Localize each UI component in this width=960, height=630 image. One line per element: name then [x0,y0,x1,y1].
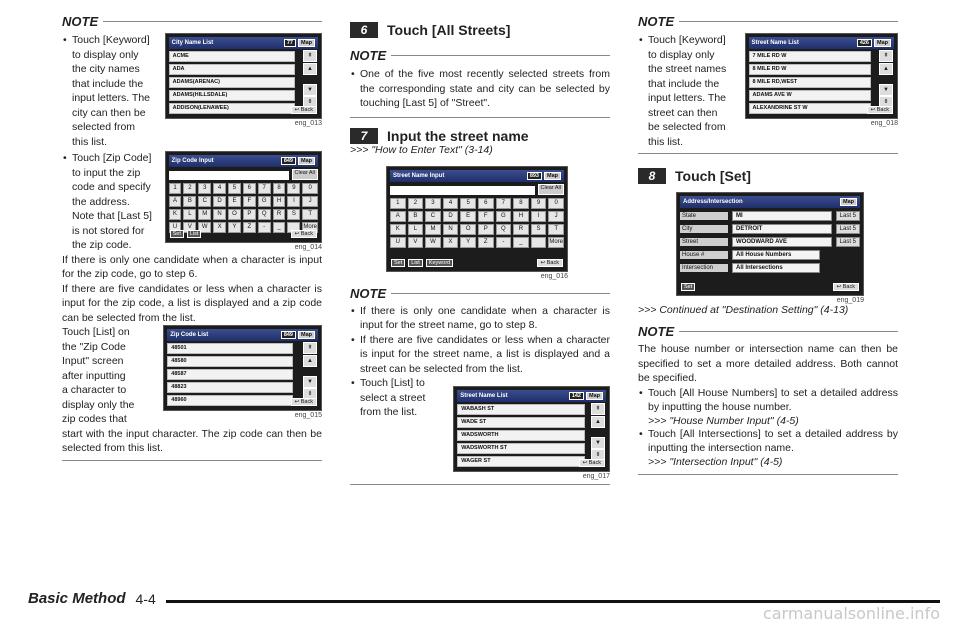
step-7: 7 Input the street name [350,128,610,144]
list-item[interactable]: 48587 [167,369,293,380]
keyboard-key[interactable] [531,237,547,248]
keyboard-key[interactable]: P [478,224,494,235]
note-heading: NOTE [638,14,898,29]
keyboard-key[interactable]: - [258,222,271,233]
last5-button[interactable]: Last 5 [836,224,860,234]
list-item[interactable]: 48580 [167,356,293,367]
keyboard-key[interactable]: 8 [273,183,286,194]
note-bullet-last5: • One of the five most recently selected streets from the corresponding state and city can be selected by touching [Last 5] of "Street". [350,67,610,111]
keyboard-key[interactable]: Z [243,222,256,233]
page-down-icon[interactable]: ⇟ [303,96,317,108]
street-name-list-screen: Street Name List 426 Map 7 MILE RD W 8 MILE RD W 8 MILE RD,WEST ADAMS AVE W ALEXANDRINE ST W ⇞ ▲ ▼ ⇟ ↩ Back [745,33,898,119]
keyboard-key[interactable]: U [169,222,182,233]
section-divider [638,153,898,154]
map-button[interactable]: Map [298,157,315,165]
keyboard-key[interactable]: J [302,196,318,207]
scroll-down-icon[interactable]: ▼ [303,84,317,96]
keyword-button[interactable]: Keyword [426,259,453,267]
list-button[interactable]: List [187,230,202,238]
keyboard-key[interactable]: J [548,211,564,222]
step-8: 8 Touch [Set] [638,168,898,184]
map-button[interactable]: Map [298,39,315,47]
keyboard-key[interactable]: 8 [513,198,529,209]
continued-reference: >>> Continued at "Destination Setting" (4-13) [638,304,849,316]
watermark: carmanualsonline.info [762,604,940,623]
scroll-up-icon[interactable]: ▲ [879,63,893,75]
keyboard-key[interactable]: X [443,237,459,248]
keyboard-key[interactable]: K [169,209,182,220]
keyboard-key[interactable]: 3 [198,183,211,194]
page-down-icon[interactable]: ⇟ [303,388,317,400]
street-name-list-screen: Street Name List 142 Map WABASH ST WADE ST WADSWORTH WADSWORTH ST WAGER ST ⇞ ▲ ▼ ⇟ ↩ Back [453,386,610,472]
note-paragraph: The house number or intersection name can then be specified to set a more detailed address. Both cannot be specified. [638,343,898,384]
zip-paragraph-1: If there is only one candidate when a character is input for the zip code, go to step 6. [62,253,322,280]
last5-button[interactable]: Last 5 [836,211,860,221]
keyboard-key[interactable]: More [302,222,318,233]
keyboard-key[interactable]: E [460,211,476,222]
keyboard-key[interactable]: 5 [228,183,241,194]
list-item[interactable]: WADSWORTH ST [457,443,585,454]
list-item[interactable]: 48501 [167,343,293,354]
back-button[interactable]: ↩ Back [291,398,317,406]
keyboard-key[interactable]: A [169,196,182,207]
back-button[interactable]: ↩ Back [291,106,317,114]
keyboard-key[interactable]: Z [478,237,494,248]
keyboard-key[interactable]: V [183,222,196,233]
map-button[interactable]: Map [544,172,561,180]
figure-caption: eng_017 [582,473,610,480]
keyboard-key[interactable]: 4 [213,183,226,194]
keyboard-key[interactable]: W [425,237,441,248]
keyboard-key[interactable]: R [513,224,529,235]
keyboard-key[interactable]: B [183,196,196,207]
figure-caption: eng_014 [294,244,322,251]
note-bullet-keyword: • Touch [Keyword] to display only the street names that include the input letters. The street can then be selected from this list. [638,33,737,149]
keyboard-key[interactable]: T [548,224,564,235]
section-divider [62,460,322,461]
section-title: Basic Method [28,590,126,607]
section-divider [350,484,610,485]
keyboard-key[interactable]: D [213,196,226,207]
back-button[interactable]: ↩ Back [833,283,859,291]
scroll-down-icon[interactable]: ▼ [303,376,317,388]
note-bullet-five-candidates: • If there are five candidates or less when a character is input for the street name, a list is displayed and a street can be selected from the list. [350,333,610,377]
keyboard-key[interactable]: E [228,196,241,207]
keyboard-key[interactable]: 2 [183,183,196,194]
page-down-icon[interactable]: ⇟ [591,449,605,461]
figure-caption: eng_016 [540,272,568,280]
keyboard-key[interactable]: S [531,224,547,235]
note-bullet-keyword: • Touch [Keyword] to display only the city names that include the input letters. The city can then be selected from this list. [62,33,157,149]
set-button[interactable]: Set [681,283,695,291]
keyboard-key[interactable]: N [213,209,226,220]
street-name-input-screen: Street Name Input 893 Map Clear All 1 2 3 4 5 6 7 8 9 0 A B C D E F G H I J K L M N O P Q R S T U V W X Y Z - _ More Set List Keyword ↩ Back [386,166,568,272]
keyboard-key[interactable]: A [390,211,406,222]
keyboard-key[interactable]: 9 [287,183,300,194]
keyboard-key[interactable]: F [243,196,256,207]
set-button[interactable]: Set [170,230,184,238]
keyboard-key[interactable]: 7 [258,183,271,194]
scroll-down-icon[interactable]: ▼ [879,84,893,96]
list-item[interactable]: WADE ST [457,417,585,428]
keyboard-key[interactable]: T [302,209,318,220]
list-item[interactable]: ADA [169,64,295,75]
keyboard-key[interactable]: G [258,196,271,207]
list-item[interactable]: 7 MILE RD W [749,51,871,62]
keyboard-key[interactable]: H [513,211,529,222]
list-item[interactable]: ADDISON(LENAWEE) [169,103,295,114]
keyboard-key[interactable]: O [460,224,476,235]
keyboard-key[interactable]: 3 [425,198,441,209]
keyboard-key[interactable]: 2 [408,198,424,209]
note-bullet-house-numbers: • Touch [All House Numbers] to set a detailed address by inputting the house number. [638,386,898,415]
keyboard-key[interactable]: - [496,237,512,248]
right-column [638,14,898,475]
note-heading: NOTE [350,286,610,301]
last5-button[interactable]: Last 5 [836,237,860,247]
keyboard-key[interactable]: 0 [302,183,318,194]
page-number: 4-4 [135,590,156,607]
keyboard-key[interactable]: 5 [460,198,476,209]
scroll-up-icon[interactable]: ▲ [303,63,317,75]
state-field[interactable]: MI [732,211,832,221]
step-6: 6 Touch [All Streets] [350,22,610,38]
keyboard-key[interactable]: K [390,224,406,235]
list-item[interactable]: WABASH ST [457,404,585,415]
house-number-field[interactable]: All House Numbers [732,250,820,260]
keyboard-key[interactable]: 0 [548,198,564,209]
cross-reference: >>> "How to Enter Text" (3-14) [350,143,493,156]
set-button[interactable]: Set [391,259,405,267]
zip-paragraph-3-end: start with the input character. The zip code can then be selected from this list. [62,427,322,454]
keyboard-key[interactable]: 1 [169,183,182,194]
list-item[interactable]: 8 MILE RD W [749,64,871,75]
back-button[interactable]: ↩ Back [537,259,563,267]
page-up-icon[interactable]: ⇞ [591,403,605,415]
keyboard-key[interactable]: 6 [243,183,256,194]
keyboard-key[interactable]: 6 [478,198,494,209]
list-item[interactable]: ADAMS AVE W [749,90,871,101]
list-item[interactable]: WADSWORTH [457,430,585,441]
keyboard-key[interactable]: 1 [390,198,406,209]
page-up-icon[interactable]: ⇞ [303,50,317,62]
note-heading: NOTE [350,48,610,63]
note-bullet-intersections: • Touch [All Intersections] to set a detailed address by inputting the intersection name. [638,427,898,456]
middle-column [350,14,610,485]
keyboard-key[interactable]: P [243,209,256,220]
keyboard-key[interactable]: Q [258,209,271,220]
keyboard-key[interactable]: I [287,196,300,207]
keyboard-key[interactable]: 7 [496,198,512,209]
keyboard-key[interactable]: 4 [443,198,459,209]
zip-code-list-screen: Zip Code List 849 Map 48501 48580 48587 48823 48960 ⇞ ▲ ▼ ⇟ ↩ Back [163,325,322,411]
figure-caption: eng_018 [870,120,898,127]
city-field[interactable]: DETROIT [732,224,832,234]
keyboard-key[interactable]: G [496,211,512,222]
list-item[interactable]: 48823 [167,382,293,393]
note-heading: NOTE [62,14,322,29]
map-button[interactable]: Map [298,331,315,339]
back-button[interactable]: ↩ Back [291,230,317,238]
zip-paragraph-2: If there are five candidates or less when a character is input for the zip code, a list is displayed and a zip code can be selected from the list. [62,282,322,324]
list-item[interactable]: ACME [169,51,295,62]
cross-reference: >>> "Intersection Input" (4-5) [648,455,783,468]
section-divider [350,117,610,118]
keyboard-key[interactable]: 9 [531,198,547,209]
keyboard-key[interactable]: U [390,237,406,248]
note-bullet-zip: • Touch [Zip Code] to input the zip code and specify the address. Note that [Last 5] is not stored for the zip code. [62,151,157,253]
map-button[interactable]: Map [840,198,857,206]
keyboard-key[interactable]: M [425,224,441,235]
note-bullet-one-candidate: • If there is only one candidate when a character is input for the street name, go to step 8. [350,304,610,333]
list-item[interactable]: ADAMS(ARENAC) [169,77,295,88]
keyboard-key[interactable]: B [408,211,424,222]
list-item[interactable]: 8 MILE RD,WEST [749,77,871,88]
keyboard-key[interactable]: _ [273,222,286,233]
list-item[interactable]: ALEXANDRINE ST W [749,103,871,114]
back-button[interactable]: ↩ Back [867,106,893,114]
section-divider [638,474,898,475]
keyboard-key[interactable]: L [183,209,196,220]
street-field[interactable]: WOODWARD AVE [732,237,832,247]
keyboard-key[interactable]: I [531,211,547,222]
figure-caption: eng_013 [294,120,322,127]
scroll-up-icon[interactable]: ▲ [303,355,317,367]
list-button[interactable]: List [408,259,423,267]
keyboard-key[interactable]: W [198,222,211,233]
back-button[interactable]: ↩ Back [579,459,605,467]
keyboard-key[interactable]: N [443,224,459,235]
keyboard-key[interactable]: C [425,211,441,222]
city-name-list-screen: City Name List 77 Map ACME ADA ADAMS(ARENAC) ADAMS(HILLSDALE) ADDISON(LENAWEE) ⇞ ▲ ▼ ⇟ ↩ Back [165,33,322,119]
keyboard-key[interactable]: Q [496,224,512,235]
keyboard-key[interactable]: R [273,209,286,220]
keyboard-key[interactable]: More [548,237,564,248]
page-up-icon[interactable]: ⇞ [879,50,893,62]
figure-caption: eng_015 [294,412,322,419]
figure-caption: eng_019 [836,297,864,304]
keyboard-key[interactable]: M [198,209,211,220]
keyboard-key[interactable]: C [198,196,211,207]
page-down-icon[interactable]: ⇟ [879,96,893,108]
keyboard-key[interactable]: V [408,237,424,248]
keyboard-key[interactable]: Y [228,222,241,233]
zip-code-input-screen: Zip Code Input 849 Map Clear All 1 2 3 4 5 6 7 8 9 0 A B C D E F G H I J K L M N O P Q R S T U V W X Y Z - _ More Set List ↩ Back [165,151,322,243]
page-up-icon[interactable]: ⇞ [303,342,317,354]
left-column [62,14,322,461]
keyboard-key[interactable]: D [443,211,459,222]
keyboard-key[interactable]: F [478,211,494,222]
list-item[interactable]: 48960 [167,395,293,406]
intersection-field[interactable]: All Intersections [732,263,820,273]
list-item[interactable]: WAGER ST [457,456,585,467]
clear-all-button[interactable]: Clear All [538,184,564,195]
address-intersection-screen: Address/Intersection Map State MI Last 5 City DETROIT Last 5 Street WOODWARD AVE Last 5 House # All House Numbers Intersection All Intersections Set ↩ Back [676,192,864,296]
list-item[interactable]: ADAMS(HILLSDALE) [169,90,295,101]
keyboard-key[interactable]: H [273,196,286,207]
keyboard-key[interactable]: S [287,209,300,220]
zip-paragraph-3: Touch [List] on the "Zip Code Input" screen after inputting a character to display only the zip codes that [62,326,135,425]
map-button[interactable]: Map [874,39,891,47]
scroll-down-icon[interactable]: ▼ [591,437,605,449]
keyboard-key[interactable]: _ [513,237,529,248]
keyboard-key[interactable]: Y [460,237,476,248]
scroll-up-icon[interactable]: ▲ [591,416,605,428]
keyboard-key[interactable]: O [228,209,241,220]
map-button[interactable]: Map [586,392,603,400]
clear-all-button[interactable]: Clear All [292,169,318,180]
cross-reference: >>> "House Number Input" (4-5) [648,414,799,427]
keyboard-key[interactable]: L [408,224,424,235]
note-bullet-list: • Touch [List] to select a street from the list. [350,376,443,480]
note-heading: NOTE [638,324,898,339]
keyboard-key[interactable]: X [213,222,226,233]
